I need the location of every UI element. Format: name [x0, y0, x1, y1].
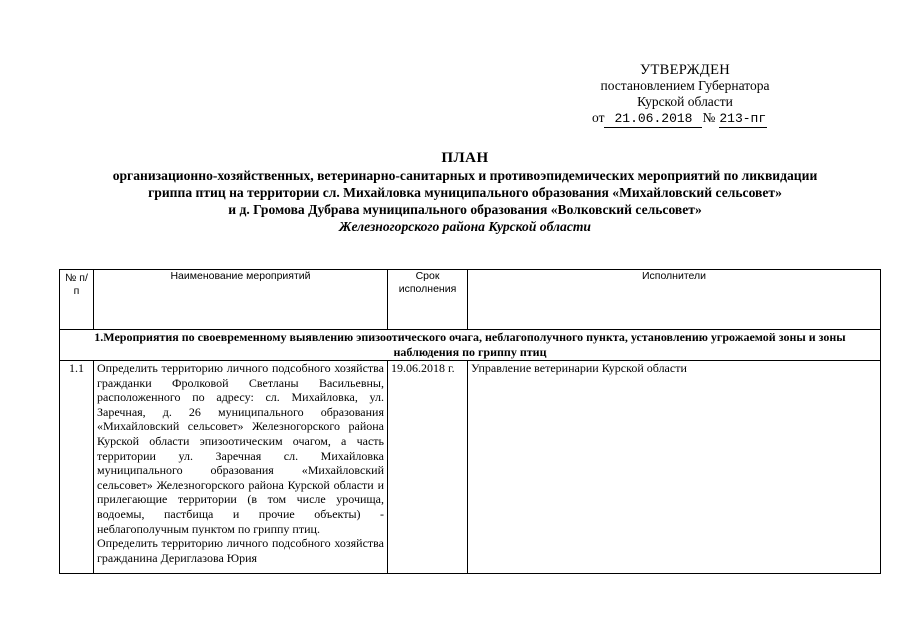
- approval-date: 21.06.2018: [604, 111, 702, 128]
- plan-table: [59, 269, 881, 574]
- row-name-paragraph-2: Определить территорию личного подсобного хозяйства гражданина Дериглазова Юрия: [97, 536, 384, 565]
- title-plan: ПЛАН: [441, 150, 489, 166]
- approval-heading: УТВЕРЖДЕН: [639, 62, 731, 78]
- section-row: [60, 330, 881, 361]
- header-num: № п/п: [60, 270, 94, 330]
- header-term: Срок исполнения: [388, 270, 468, 330]
- row-executors: Управление ветеринарии Курской области: [468, 361, 881, 574]
- title-line-4: Железногорского района Курской области: [338, 219, 591, 234]
- title-line-2: гриппа птиц на территории сл. Михайловка муниципального образования «Михайловский сельсовет»: [148, 185, 782, 200]
- approval-line-2: Курской области: [637, 94, 733, 109]
- row-num: 1.1: [60, 361, 94, 574]
- row-name-paragraph-1: Определить территорию личного подсобного хозяйства гражданки Фролковой Светланы Васильевны, расположенного по адресу: сл. Михайловка, ул. Заречная, д. 26 муниципального образования «Михайловский сельсовет» Железногорского района Курской области эпизоотическим очагом, а часть территории ул. Заречная сл. Михайловка муниципального образования «Михайловский сельсовет» Железногорского района Курской области и прилегающие территории (в том числе урочища, водоемы, пастбища и прочие объекты) - неблагополучным пунктом по гриппу птиц.: [97, 361, 384, 536]
- table-header-row: [60, 270, 881, 330]
- approval-line-1: постановлением Губернатора: [600, 78, 770, 93]
- row-name: [94, 361, 388, 574]
- header-name: Наименование мероприятий: [94, 270, 388, 330]
- section-1-title: 1.Мероприятия по своевременному выявлению эпизоотического очага, неблагополучного пункта, установлению угрожаемой зоны и зоны наблюдения по гриппу птиц: [60, 330, 881, 361]
- approval-date-line: [560, 110, 810, 128]
- title-line-1: организационно-хозяйственных, ветеринарно-санитарных и противоэпидемических мероприятий по ликвидации: [112, 168, 818, 183]
- table-row: [60, 361, 881, 574]
- header-executors: Исполнители: [468, 270, 881, 330]
- document-title: [60, 150, 870, 235]
- approval-stamp: [560, 62, 810, 128]
- row-term: 19.06.2018 г.: [388, 361, 468, 574]
- approval-number: 213-пг: [719, 111, 767, 126]
- title-line-3: и д. Громова Дубрава муниципального образования «Волковский сельсовет»: [228, 202, 702, 217]
- number-prefix: №: [702, 110, 716, 125]
- date-prefix: от: [592, 110, 605, 125]
